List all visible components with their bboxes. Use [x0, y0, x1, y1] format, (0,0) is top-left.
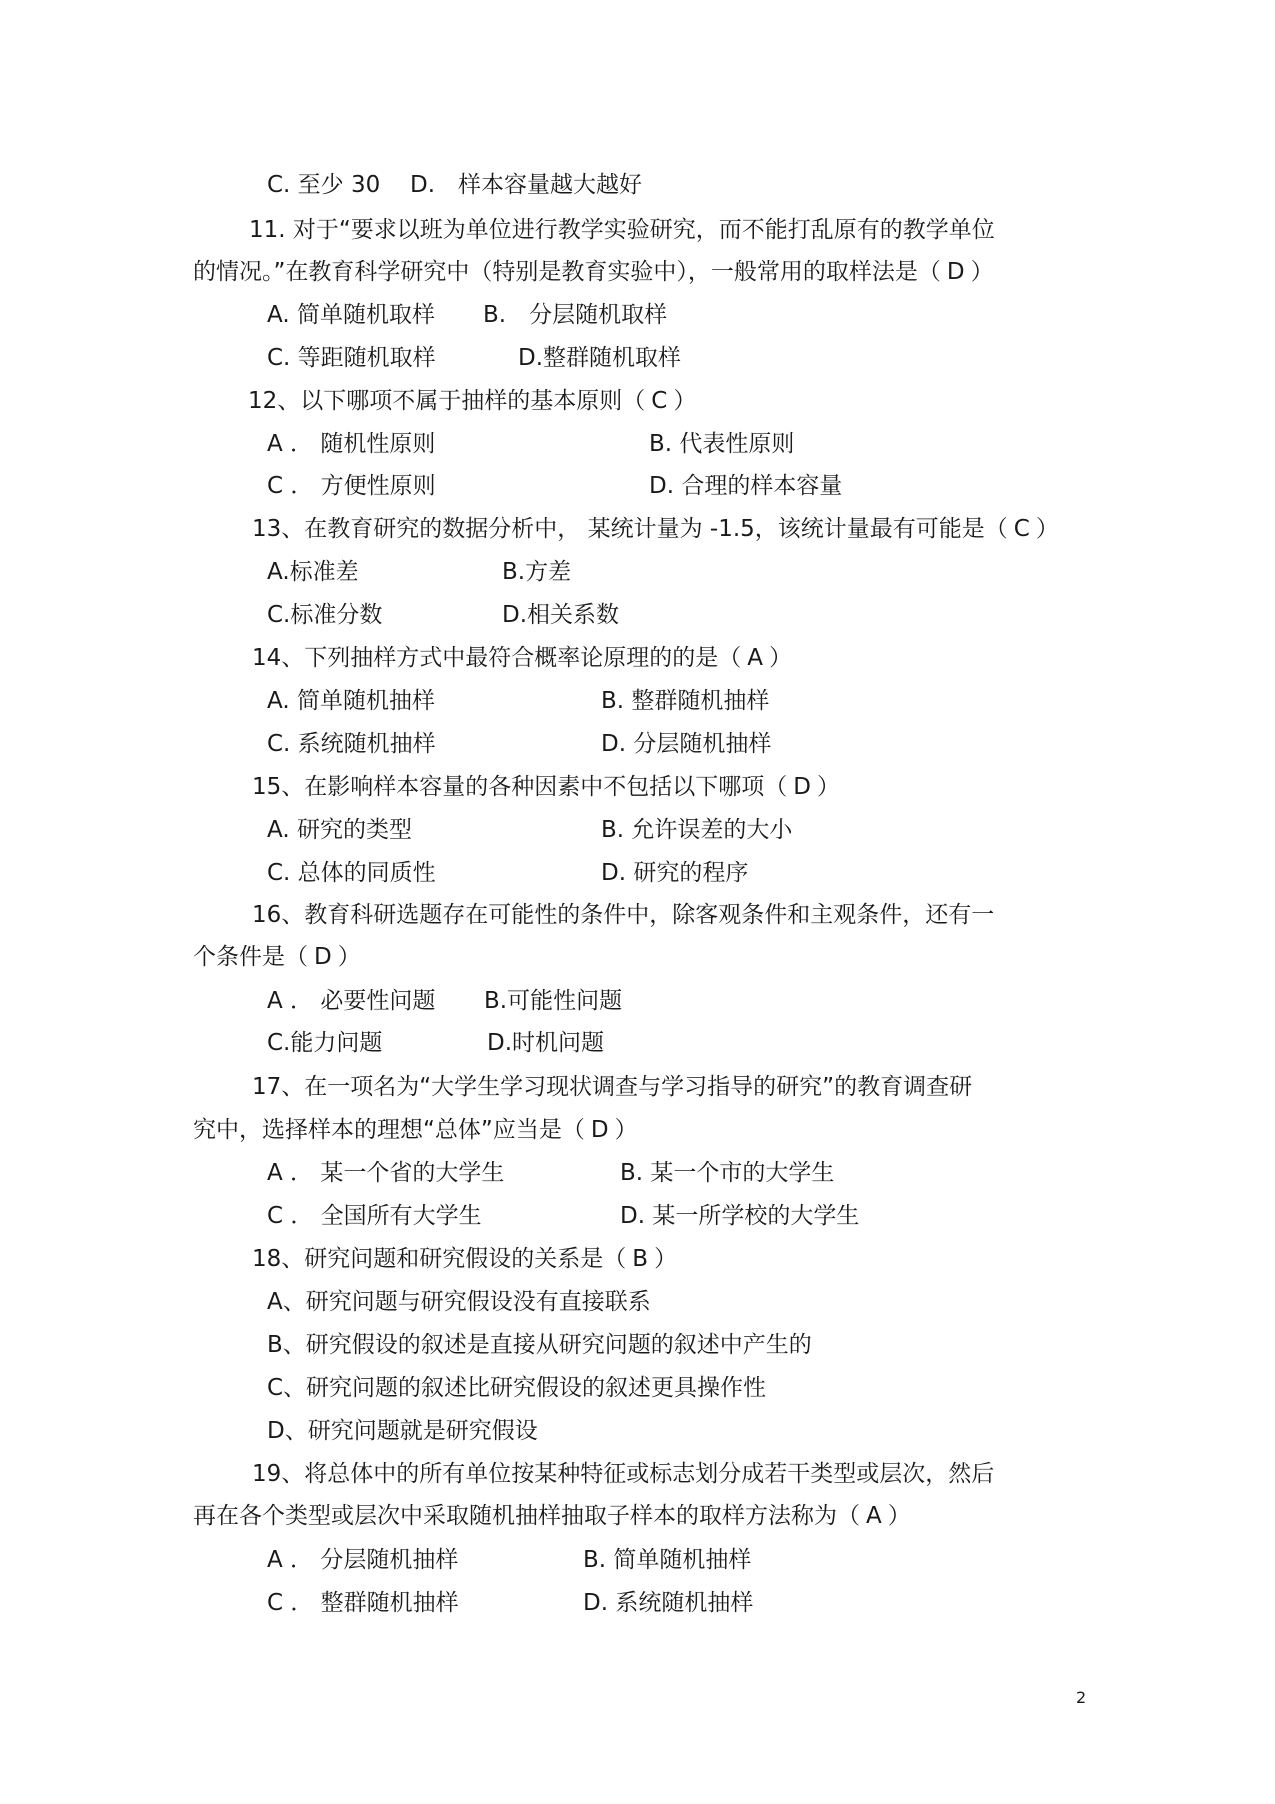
q13-option-b: B.方差 [502, 559, 572, 585]
q12-option-d: D. 合理的样本容量 [649, 473, 843, 499]
q18-option-d: D、研究问题就是研究假设 [267, 1418, 538, 1444]
q15-close: ） [817, 774, 840, 800]
q15-stem-text: 15、在影响样本容量的各种因素中不包括以下哪项（ [252, 774, 788, 800]
q16-answer: D [314, 944, 332, 970]
q18-stem-text: 18、研究问题和研究假设的关系是（ [252, 1246, 627, 1272]
q12-stem [248, 386, 696, 416]
q13-stem-text: 13、在教育研究的数据分析中， 某统计量为 -1.5，该统计量最有可能是（ [252, 516, 1008, 542]
q16-option-a: A ． 必要性问题 [267, 988, 436, 1014]
q19-option-c: C ． 整群随机抽样 [267, 1590, 459, 1616]
q14-option-a: A. 简单随机抽样 [267, 688, 435, 714]
q19-option-d: D. 系统随机抽样 [583, 1590, 754, 1616]
q18-option-b: B、研究假设的叙述是直接从研究问题的叙述中产生的 [267, 1332, 812, 1358]
q19-close: ） [887, 1503, 911, 1529]
q16-option-b: B.可能性问题 [484, 988, 623, 1014]
q14-stem [252, 643, 792, 673]
q12-answer: C [651, 388, 668, 414]
q17-option-c: C ． 全国所有大学生 [267, 1203, 482, 1229]
q19-stem-line2 [193, 1501, 911, 1531]
q14-option-d: D. 分层随机抽样 [601, 731, 772, 757]
q17-stem-text: 究中，选择样本的理想“总体”应当是（ [193, 1117, 585, 1143]
q19-option-b: B. 简单随机抽样 [583, 1547, 752, 1573]
q16-stem-text: 个条件是（ [193, 944, 308, 970]
q17-stem-line1: 17、在一项名为“大学生学习现状调查与学习指导的研究”的教育调查研 [252, 1074, 973, 1100]
q15-option-d: D. 研究的程序 [601, 860, 749, 886]
q19-stem-text: 再在各个类型或层次中采取随机抽样抽取子样本的取样方法称为（ [193, 1503, 860, 1529]
q11-stem-text: 的情况。”在教育科学研究中（特别是教育实验中），一般常用的取样法是（ [193, 259, 941, 285]
q15-answer: D [793, 774, 811, 800]
prev-option-d: D. 样本容量越大越好 [410, 172, 643, 198]
q16-close: ） [337, 944, 361, 970]
q17-option-b: B. 某一个市的大学生 [620, 1160, 835, 1186]
q18-answer: B [632, 1246, 649, 1272]
q12-option-a: A ． 随机性原则 [267, 431, 436, 457]
q18-close: ） [654, 1246, 678, 1272]
q14-option-c: C. 系统随机抽样 [267, 731, 436, 757]
q13-close: ） [1035, 516, 1059, 542]
q12-option-c: C ． 方便性原则 [267, 473, 436, 499]
q11-stem-line1: 11. 对于“要求以班为单位进行教学实验研究，而不能打乱原有的教学单位 [249, 217, 995, 243]
q13-option-a: A.标准差 [267, 559, 359, 585]
q14-close: ） [769, 645, 793, 671]
q11-answer: D [946, 259, 965, 285]
q12-option-b: B. 代表性原则 [649, 431, 795, 457]
q19-answer: A [866, 1503, 882, 1529]
q19-option-a: A ． 分层随机抽样 [267, 1547, 459, 1573]
q17-option-a: A ． 某一个省的大学生 [267, 1160, 505, 1186]
q15-stem [252, 772, 840, 802]
q15-option-c: C. 总体的同质性 [267, 860, 436, 886]
q14-option-b: B. 整群随机抽样 [601, 688, 770, 714]
q12-stem-text: 12、以下哪项不属于抽样的基本原则（ [248, 388, 646, 414]
page-number: 2 [1076, 1688, 1087, 1707]
q16-stem-line2 [193, 942, 361, 972]
q12-close: ） [673, 388, 697, 414]
q14-stem-text: 14、下列抽样方式中最符合概率论原理的的是（ [252, 645, 742, 671]
q18-option-c: C、研究问题的叙述比研究假设的叙述更具操作性 [267, 1375, 767, 1401]
q13-stem [252, 514, 1059, 544]
q13-option-d: D.相关系数 [502, 602, 620, 628]
q18-stem [252, 1244, 677, 1274]
q11-option-d: D.整群随机取样 [518, 345, 682, 371]
q16-option-c: C.能力问题 [267, 1030, 383, 1056]
q16-stem-line1: 16、教育科研选题存在可能性的条件中，除客观条件和主观条件，还有一 [252, 902, 995, 928]
q11-option-a: A. 简单随机取样 [267, 302, 435, 328]
q11-option-c: C. 等距随机取样 [267, 345, 436, 371]
q14-answer: A [747, 645, 764, 671]
q11-option-b: B. 分层随机取样 [483, 302, 668, 328]
q17-answer: D [590, 1117, 609, 1143]
q11-stem-line2 [193, 257, 994, 287]
q19-stem-line1: 19、将总体中的所有单位按某种特征或标志划分成若干类型或层次，然后 [252, 1461, 995, 1487]
q17-stem-line2 [193, 1115, 638, 1145]
q13-answer: C [1013, 516, 1030, 542]
q18-option-a: A、研究问题与研究假设没有直接联系 [267, 1289, 651, 1315]
q11-close: ） [970, 259, 994, 285]
q17-close: ） [614, 1117, 638, 1143]
prev-option-c: C. 至少 30 [267, 172, 381, 198]
q17-option-d: D. 某一所学校的大学生 [620, 1203, 860, 1229]
q16-option-d: D.时机问题 [487, 1030, 605, 1056]
q13-option-c: C.标准分数 [267, 602, 383, 628]
q15-option-a: A. 研究的类型 [267, 817, 412, 843]
q15-option-b: B. 允许误差的大小 [601, 817, 793, 843]
